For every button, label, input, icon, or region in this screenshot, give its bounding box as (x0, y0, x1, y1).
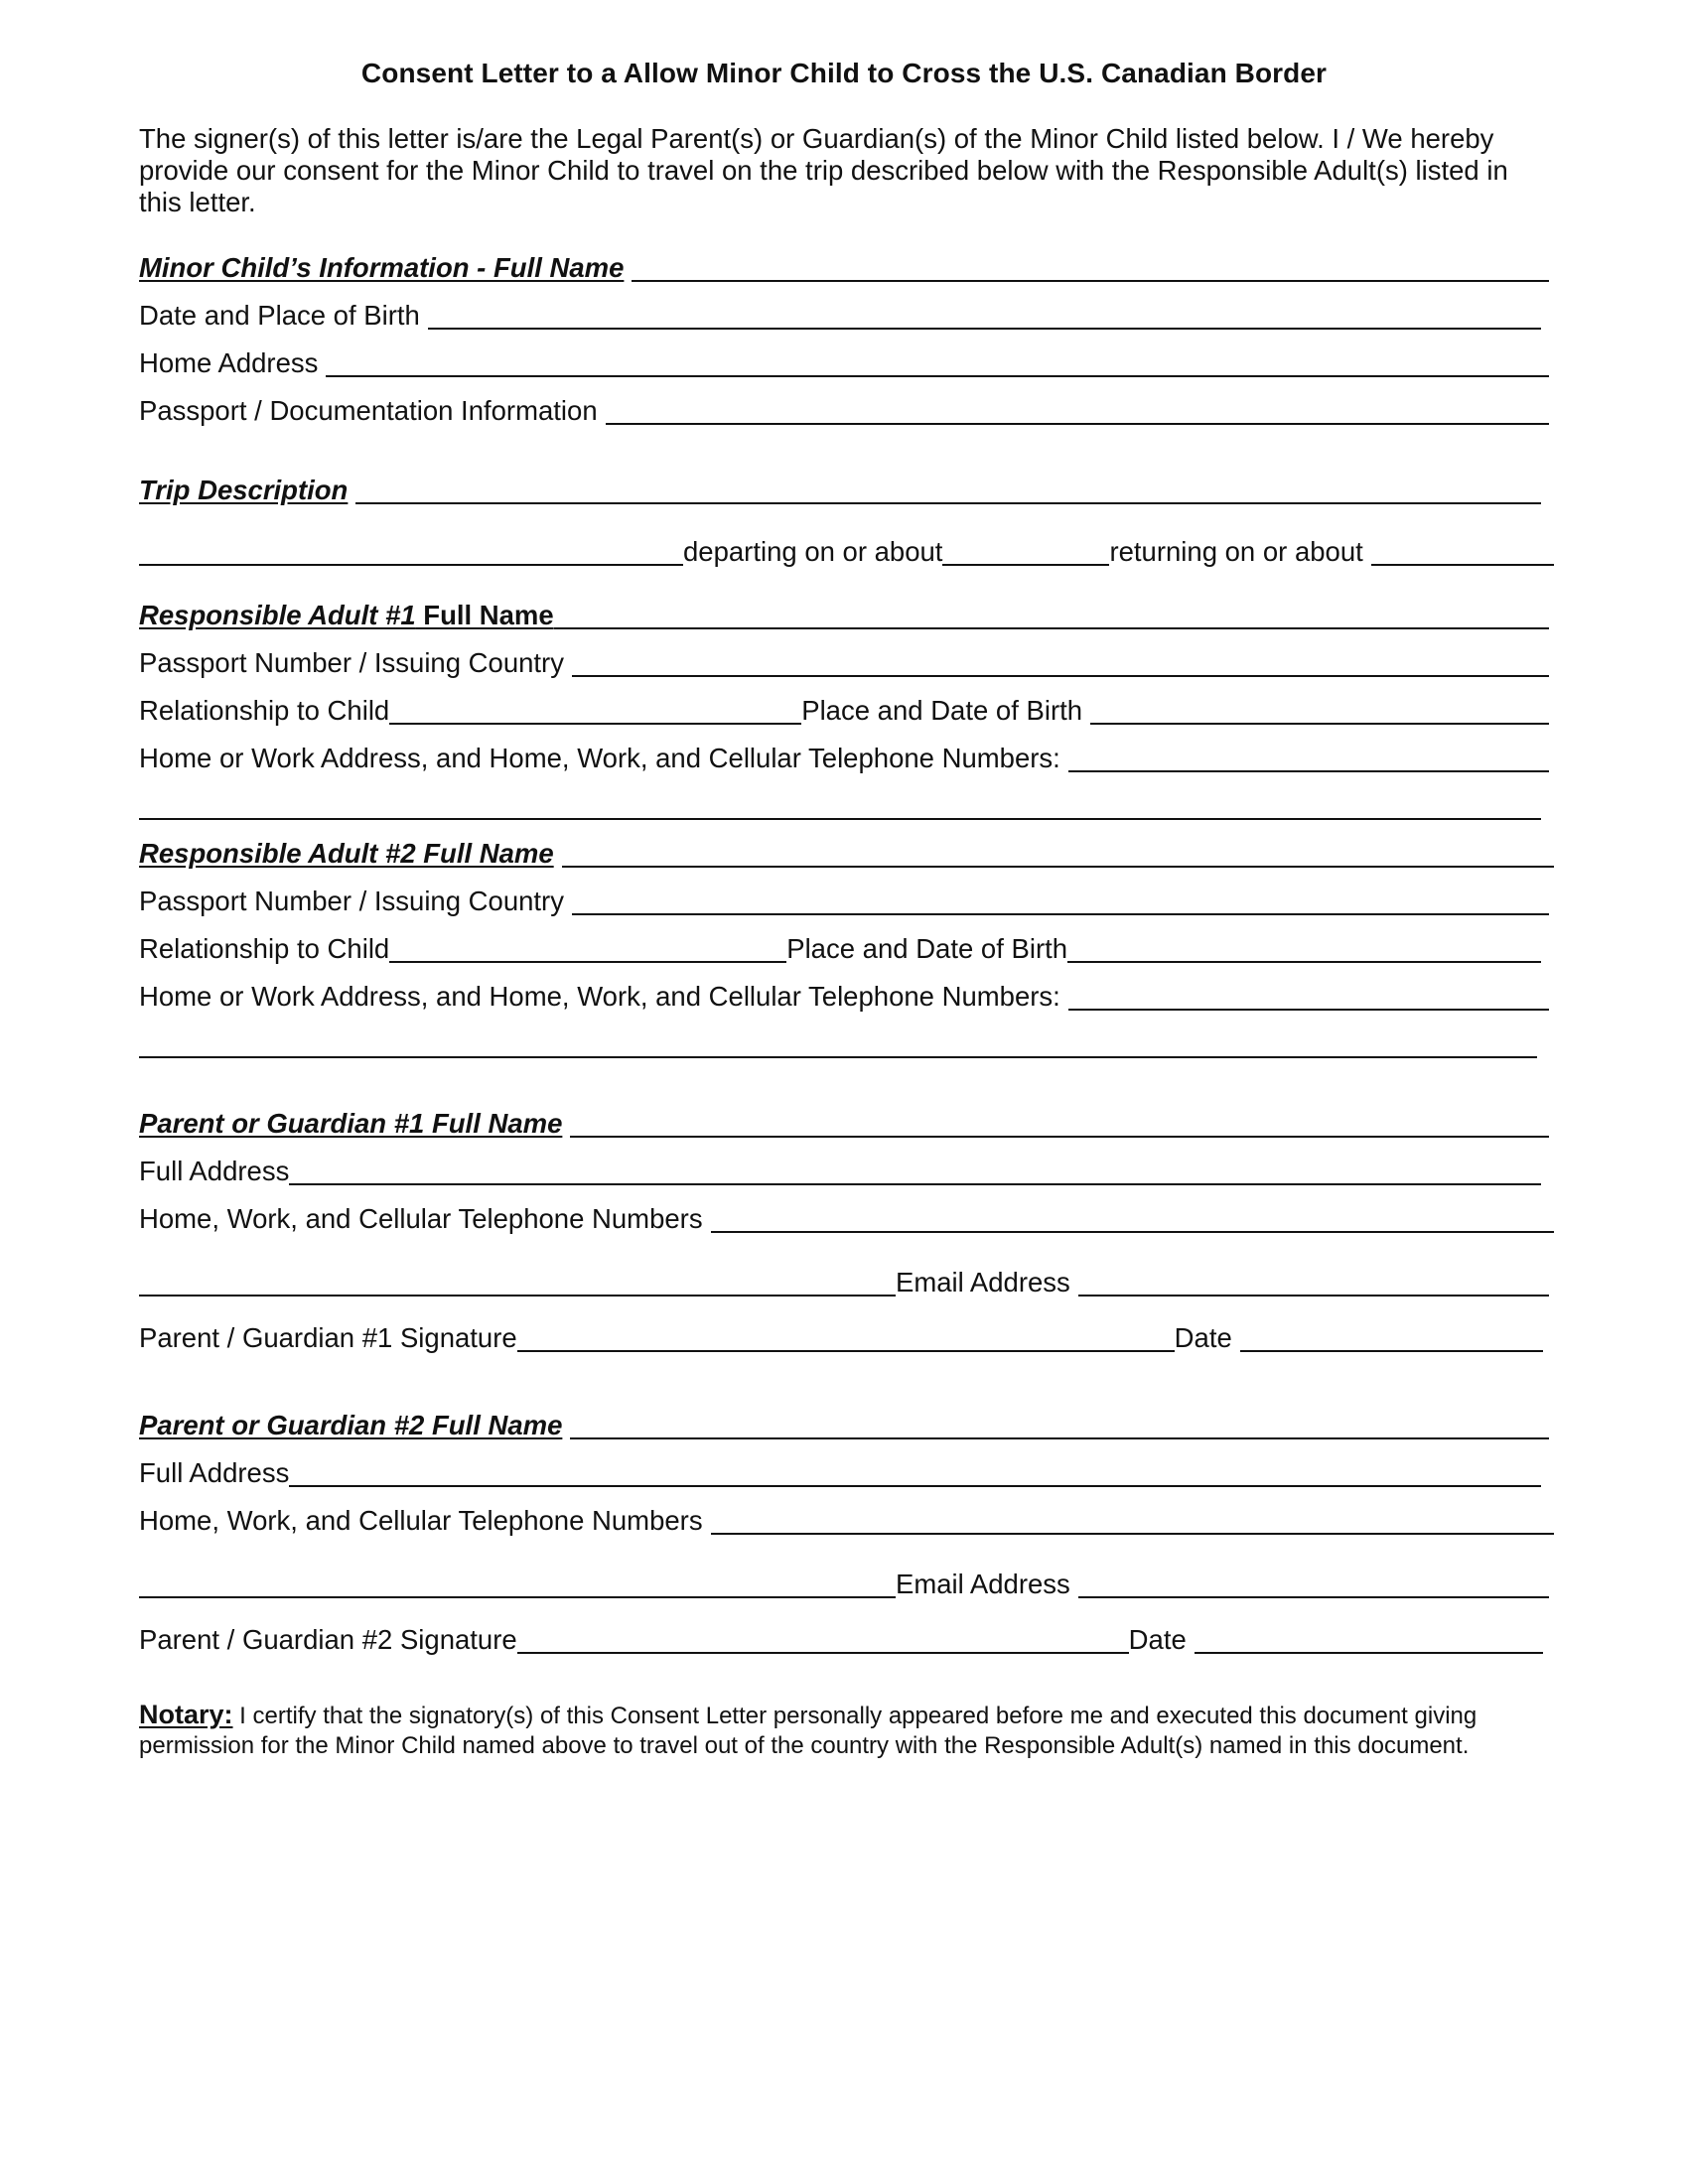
adult2-contact-line2-row (139, 1023, 1549, 1062)
adult1-relationship-field[interactable] (389, 723, 801, 725)
adult2-birth-field[interactable] (1067, 961, 1541, 963)
guardian2-heading: Parent or Guardian #2 Full Name (139, 1410, 563, 1440)
departing-label: departing on or about (683, 536, 943, 567)
trip-heading: Trip Description (139, 475, 349, 505)
guardian2-email-field[interactable] (1078, 1596, 1549, 1598)
guardian1-address-label: Full Address (139, 1156, 290, 1186)
adult1-relationship-row (139, 689, 1549, 729)
adult2-passport-label: Passport Number / Issuing Country (139, 886, 564, 916)
adult2-passport-field[interactable] (572, 913, 1549, 915)
guardian2-phones-field-2[interactable] (139, 1596, 896, 1598)
guardian1-email-label: Email Address (896, 1267, 1070, 1297)
adult1-name-row (139, 594, 1549, 633)
adult1-relationship-label: Relationship to Child (139, 695, 390, 726)
guardian1-signature-row (139, 1316, 1549, 1356)
guardian1-phones-row (139, 1197, 1554, 1237)
guardian1-date-field[interactable] (1240, 1350, 1543, 1352)
returning-label: returning on or about (1109, 536, 1363, 567)
minor-child-heading: Minor Child’s Information - Full Name (139, 252, 625, 283)
adult1-contact-label: Home or Work Address, and Home, Work, and Cellular Telephone Numbers: (139, 743, 1060, 773)
adult1-birth-label: Place and Date of Birth (801, 695, 1083, 726)
adult2-contact-field[interactable] (1068, 1009, 1549, 1011)
guardian1-heading: Parent or Guardian #1 Full Name (139, 1108, 563, 1139)
adult2-contact-row (139, 975, 1549, 1015)
notary-text: I certify that the signatory(s) of this Consent Letter personally appeared before me and executed this document giving permission for the Minor Child named above to travel out of the country with the Responsible Adult(s) named in this document. (139, 1703, 1477, 1759)
guardian2-address-label: Full Address (139, 1457, 290, 1488)
adult1-name-field[interactable] (554, 627, 1549, 629)
guardian2-phones-field[interactable] (711, 1533, 1554, 1535)
home-address-field[interactable] (326, 375, 1549, 377)
adult2-heading: Responsible Adult #2 Full Name (139, 838, 554, 869)
guardian1-signature-field[interactable] (517, 1350, 1175, 1352)
adult2-contact-label: Home or Work Address, and Home, Work, and Cellular Telephone Numbers: (139, 981, 1060, 1012)
adult1-contact-line2-row (139, 784, 1549, 824)
adult2-relationship-field[interactable] (389, 961, 786, 963)
guardian2-date-label: Date (1128, 1624, 1187, 1655)
adult2-relationship-row (139, 927, 1549, 967)
guardian1-address-row (139, 1150, 1549, 1189)
guardian2-address-field[interactable] (289, 1485, 1541, 1487)
adult1-passport-label: Passport Number / Issuing Country (139, 647, 564, 678)
trip-dates-row (139, 530, 1554, 570)
guardian1-name-field[interactable] (570, 1136, 1549, 1138)
destination-field[interactable] (139, 564, 683, 566)
minor-child-address-row (139, 341, 1549, 381)
adult2-name-field[interactable] (562, 866, 1554, 868)
guardian1-signature-label: Parent / Guardian #1 Signature (139, 1322, 517, 1353)
guardian1-phones-field-2[interactable] (139, 1295, 896, 1297)
adult1-contact-row (139, 737, 1549, 776)
guardian2-signature-field[interactable] (517, 1652, 1129, 1654)
guardian2-phones-label: Home, Work, and Cellular Telephone Numbers (139, 1505, 703, 1536)
adult1-contact-field-2[interactable] (139, 818, 1541, 820)
adult1-contact-field[interactable] (1068, 770, 1549, 772)
guardian1-email-field[interactable] (1078, 1295, 1549, 1297)
adult2-relationship-label: Relationship to Child (139, 933, 390, 964)
notary-statement (139, 1700, 1549, 1761)
guardian2-email-label: Email Address (896, 1569, 1070, 1599)
minor-child-passport-row (139, 389, 1549, 429)
adult2-name-row (139, 832, 1554, 872)
guardian2-signature-label: Parent / Guardian #2 Signature (139, 1624, 517, 1655)
adult2-passport-row (139, 880, 1549, 919)
dob-label: Date and Place of Birth (139, 300, 420, 331)
adult2-birth-label: Place and Date of Birth (786, 933, 1068, 964)
adult1-passport-field[interactable] (572, 675, 1549, 677)
departing-date-field[interactable] (942, 564, 1109, 566)
adult1-passport-row (139, 641, 1549, 681)
guardian2-signature-row (139, 1618, 1549, 1658)
guardian1-phones-field[interactable] (711, 1231, 1554, 1233)
passport-doc-label: Passport / Documentation Information (139, 395, 598, 426)
adult1-birth-field[interactable] (1090, 723, 1549, 725)
guardian2-date-field[interactable] (1195, 1652, 1543, 1654)
guardian2-phones-row (139, 1499, 1554, 1539)
document-title: Consent Letter to a Allow Minor Child to Cross the U.S. Canadian Border (360, 58, 1328, 88)
guardian1-date-label: Date (1174, 1322, 1232, 1353)
guardian2-name-row (139, 1404, 1549, 1443)
notary-label: Notary: (139, 1700, 233, 1729)
adult2-contact-field-2[interactable] (139, 1056, 1537, 1058)
returning-date-field[interactable] (1371, 564, 1554, 566)
trip-description-row (139, 469, 1549, 508)
guardian1-phones-label: Home, Work, and Cellular Telephone Numbers (139, 1203, 703, 1234)
dob-field[interactable] (428, 328, 1541, 330)
intro-paragraph: The signer(s) of this letter is/are the Legal Parent(s) or Guardian(s) of the Minor Child listed below. I / We hereby provide our consent for the Minor Child to travel on the trip described below with the Responsible Adult(s) listed in this letter. (139, 123, 1508, 217)
passport-doc-field[interactable] (606, 423, 1549, 425)
trip-description-field[interactable] (355, 502, 1541, 504)
guardian1-address-field[interactable] (289, 1183, 1541, 1185)
minor-child-name-field[interactable] (632, 280, 1549, 282)
home-address-label: Home Address (139, 347, 319, 378)
guardian2-email-row (139, 1563, 1549, 1602)
minor-child-dob-row (139, 294, 1549, 334)
guardian2-address-row (139, 1451, 1549, 1491)
adult1-heading: Responsible Adult #1 Full Name (139, 600, 554, 630)
guardian1-email-row (139, 1261, 1549, 1300)
minor-child-name-row (139, 246, 1549, 286)
guardian2-name-field[interactable] (570, 1437, 1549, 1439)
guardian1-name-row (139, 1102, 1549, 1142)
